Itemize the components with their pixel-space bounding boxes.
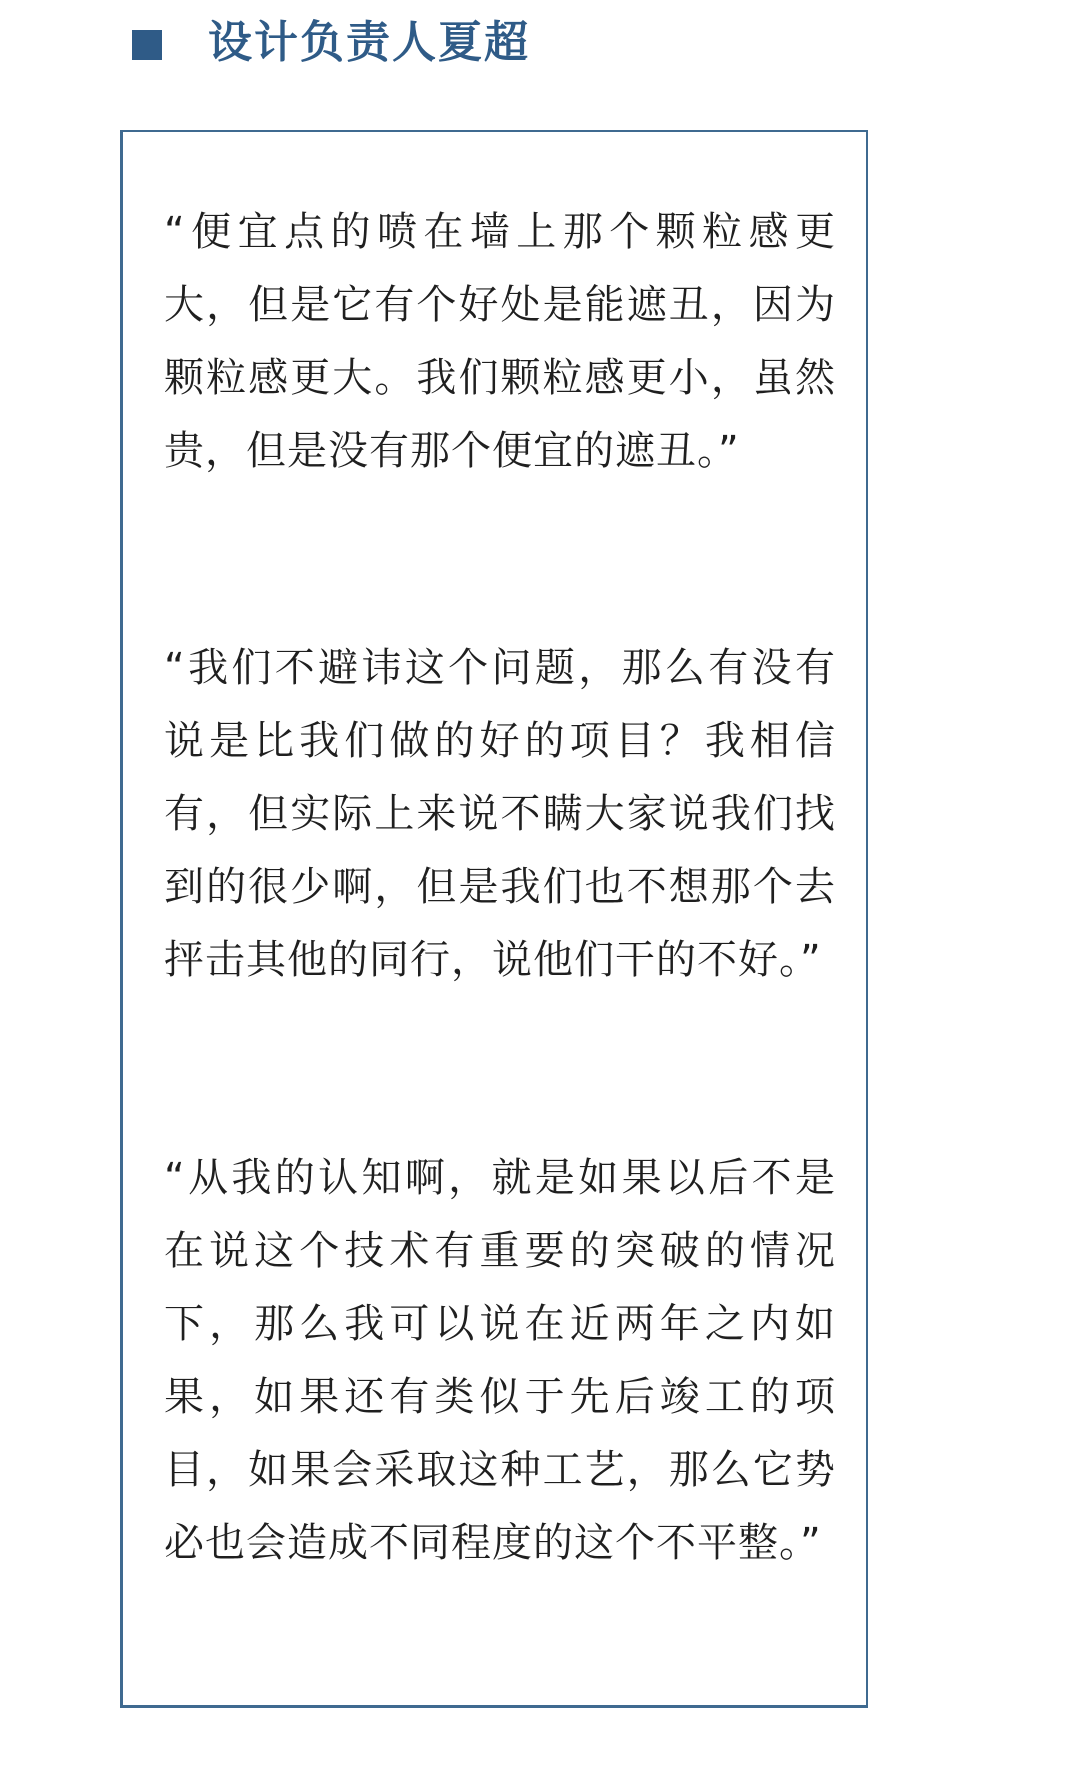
section-header: [0, 0, 1080, 100]
section-title: 设计负责人夏超: [208, 17, 530, 68]
quote-paragraph: “我们不避讳这个问题，那么有没有说是比我们做的好的项目？我相信有，但实际上来说不瞒大家说我们找到的很少啊，但是我们也不想那个去抨击其他的同行，说他们干的不好。”: [164, 645, 836, 983]
quote-paragraph: “从我的认知啊，就是如果以后不是在说这个技术有重要的突破的情况下，那么我可以说在近两年之内如果，如果还有类似于先后竣工的项目，如果会采取这种工艺，那么它势必也会造成不同程度的这个不平整。”: [164, 1155, 836, 1566]
square-bullet-icon: [132, 30, 162, 60]
quote-paragraph: “便宜点的喷在墙上那个颗粒感更大，但是它有个好处是能遮丑，因为颗粒感更大。我们颗粒感更小，虽然贵，但是没有那个便宜的遮丑。”: [164, 209, 836, 474]
